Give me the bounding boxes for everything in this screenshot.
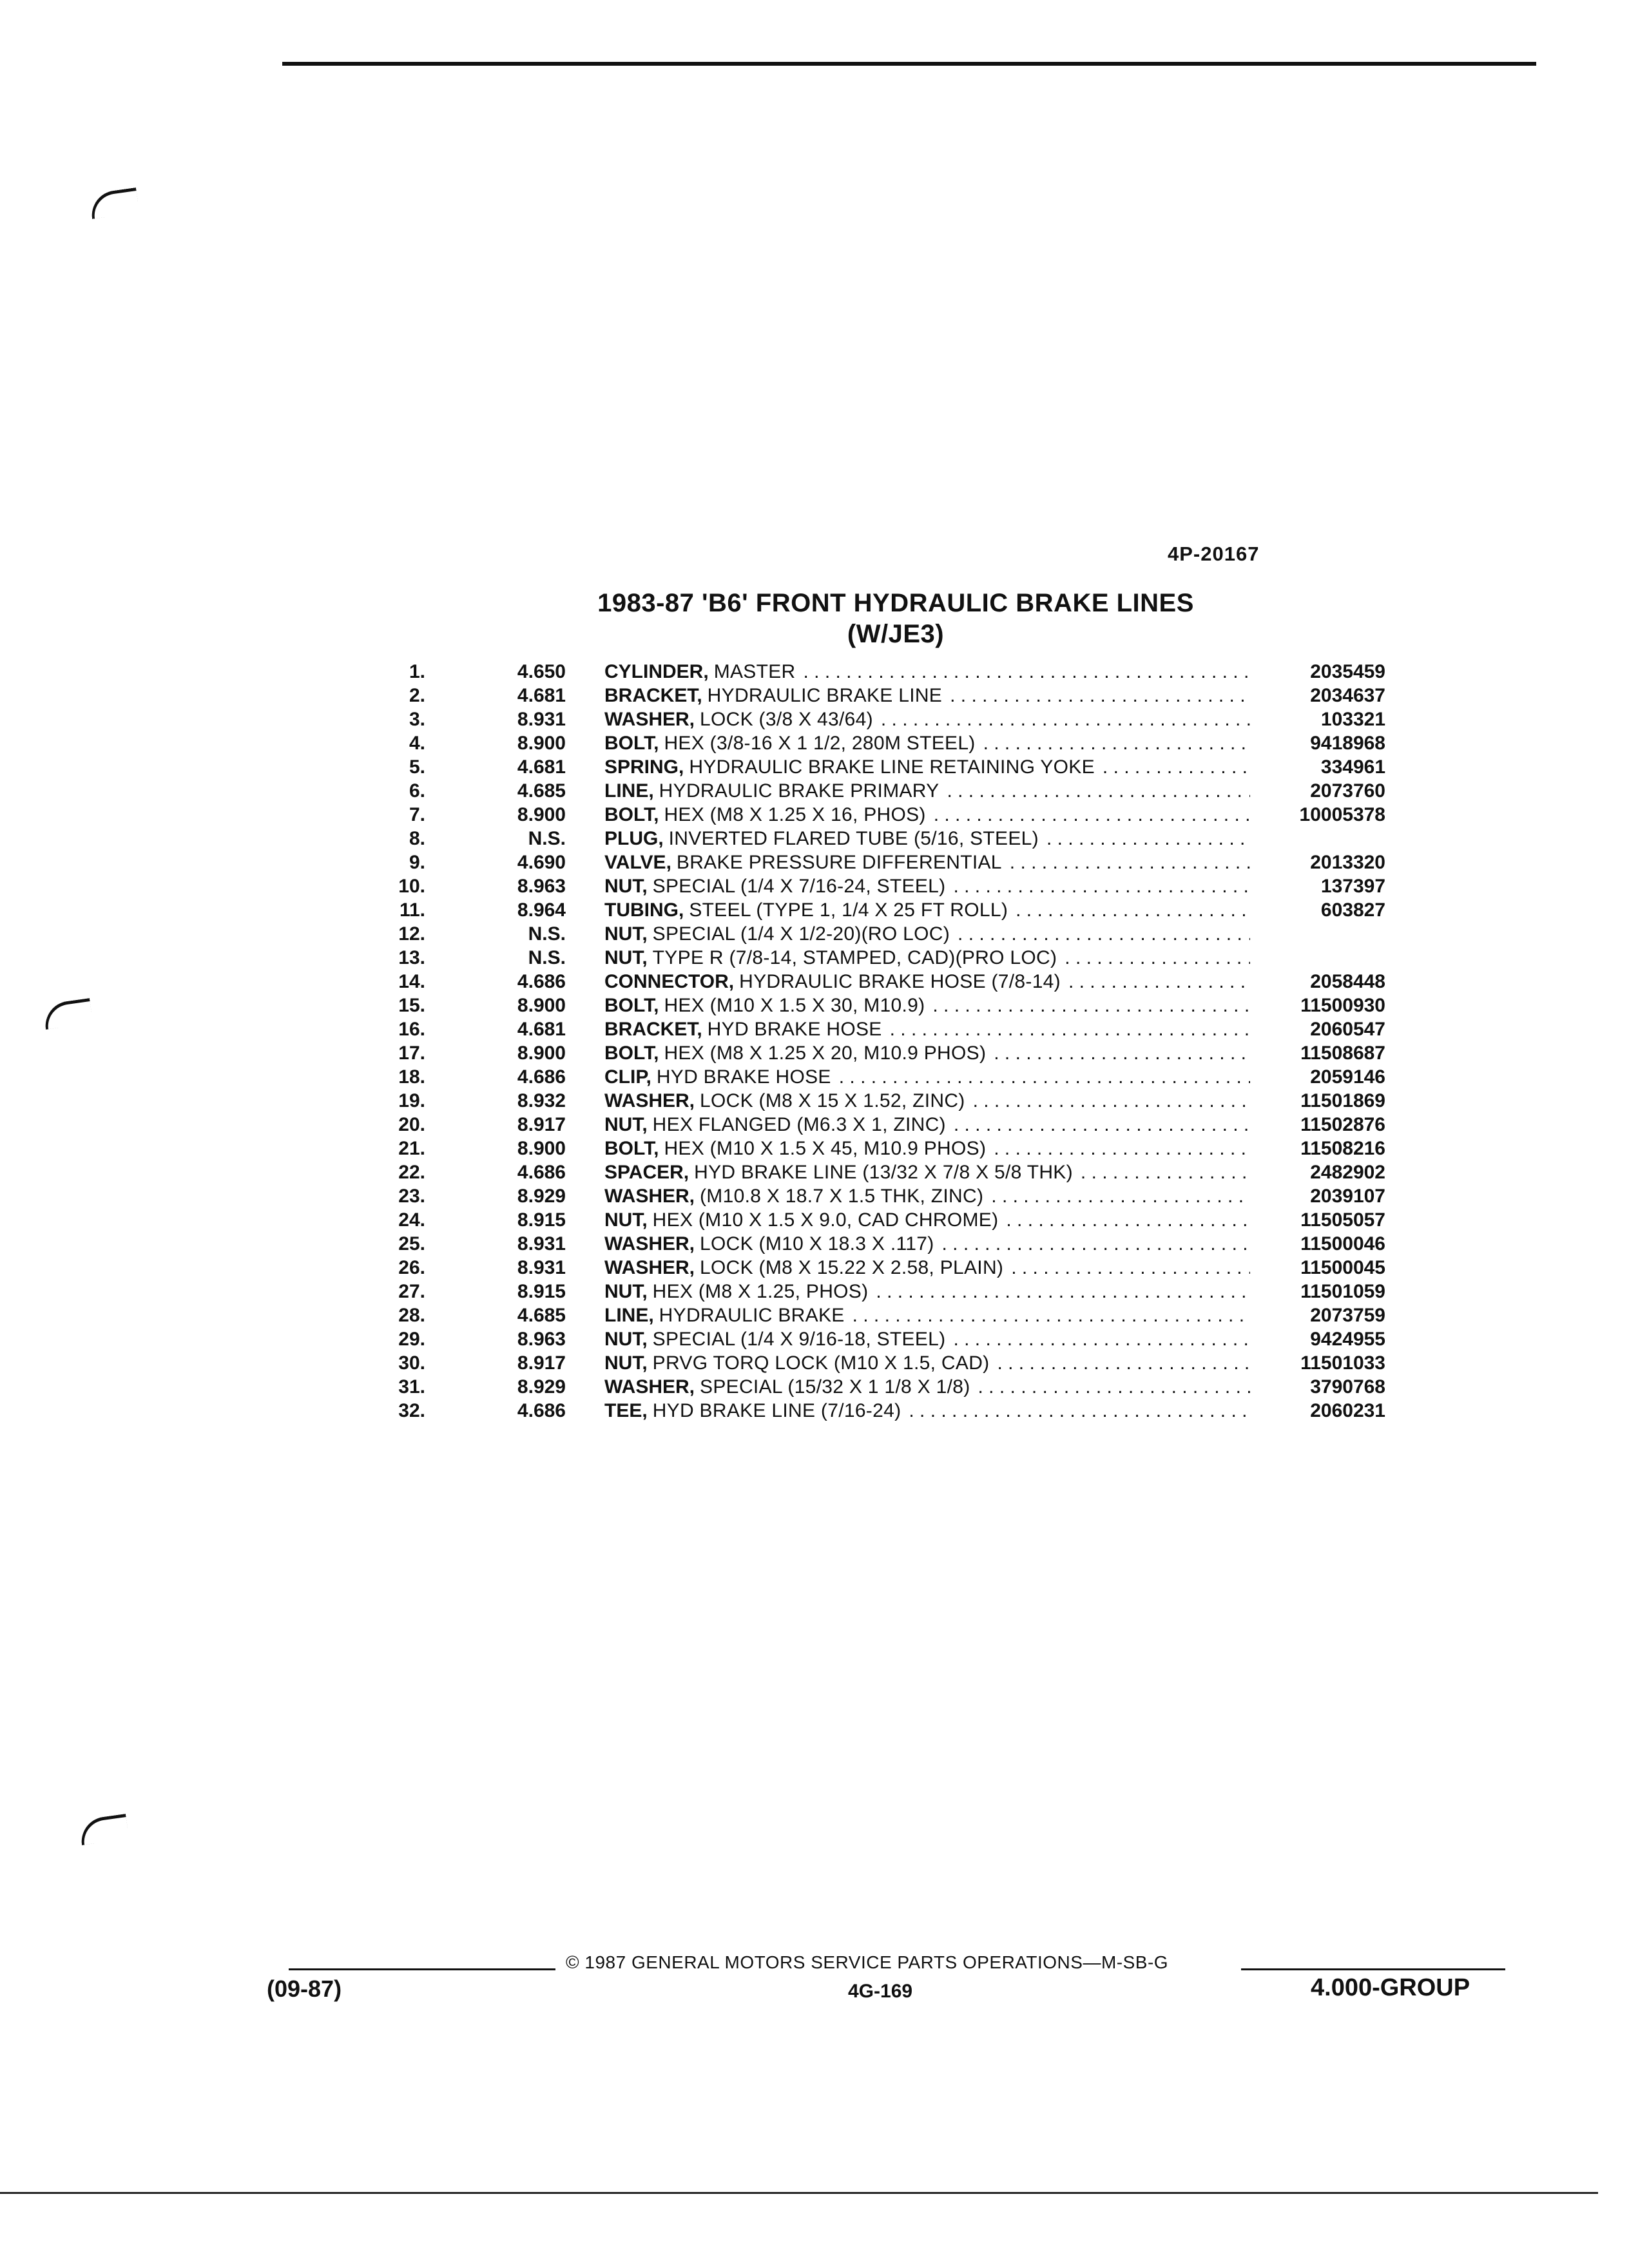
- leader-dots: [1011, 1256, 1250, 1280]
- group-number: 8.900: [517, 733, 566, 754]
- group-number: 8.900: [517, 804, 566, 825]
- parts-row: [387, 1065, 1392, 1089]
- leader-dots: [909, 1399, 1250, 1423]
- part-detail: TYPE R (7/8-14, STAMPED, CAD)(PRO LOC): [652, 947, 1057, 968]
- title-line-1: 1983-87 'B6' FRONT HYDRAULIC BRAKE LINES: [597, 589, 1194, 617]
- item-number: 32.: [398, 1400, 425, 1421]
- group-number: 8.963: [517, 876, 566, 897]
- item-number: 14.: [398, 971, 425, 992]
- parts-row: [387, 1017, 1392, 1041]
- part-description: [604, 660, 1250, 684]
- part-detail: HYD BRAKE LINE (13/32 X 7/8 X 5/8 THK): [694, 1162, 1073, 1183]
- group-number: 8.931: [517, 709, 566, 730]
- group-number: 8.917: [517, 1114, 566, 1135]
- part-description: [604, 874, 1250, 898]
- page-number: 4G-169: [848, 1981, 913, 2002]
- group-number: 8.915: [517, 1281, 566, 1302]
- group-number: 8.900: [517, 1138, 566, 1159]
- leader-dots: [953, 1327, 1250, 1351]
- part-keyword: SPRING,: [604, 756, 684, 778]
- leader-dots: [954, 1113, 1250, 1137]
- leader-dots: [953, 874, 1250, 898]
- part-description: [604, 1399, 1250, 1423]
- part-number: 137397: [1320, 876, 1385, 897]
- part-detail: SPECIAL (1/4 X 1/2-20)(RO LOC): [652, 923, 950, 945]
- part-detail: SPECIAL (1/4 X 7/16-24, STEEL): [652, 876, 946, 897]
- leader-dots: [942, 1232, 1251, 1256]
- part-keyword: WASHER,: [604, 1186, 695, 1207]
- part-detail: HEX FLANGED (M6.3 X 1, ZINC): [652, 1114, 946, 1135]
- parts-row: [387, 946, 1392, 970]
- part-description: [604, 946, 1250, 970]
- parts-row: [387, 1351, 1392, 1375]
- part-detail: HYD BRAKE HOSE: [656, 1066, 831, 1088]
- item-number: 26.: [398, 1257, 425, 1278]
- part-description: [604, 1089, 1250, 1113]
- part-number: 2039107: [1310, 1186, 1385, 1207]
- part-number: 10005378: [1299, 804, 1385, 825]
- parts-row: [387, 1137, 1392, 1160]
- part-number: 2073759: [1310, 1305, 1385, 1326]
- part-keyword: BOLT,: [604, 733, 659, 754]
- item-number: 24.: [398, 1209, 425, 1231]
- group-number: N.S.: [528, 923, 566, 945]
- part-detail: HEX (M10 X 1.5 X 9.0, CAD CHROME): [652, 1209, 999, 1231]
- parts-row: [387, 803, 1392, 827]
- binder-hole-mark: [79, 1814, 130, 1845]
- item-number: 16.: [398, 1019, 425, 1040]
- part-keyword: BOLT,: [604, 804, 659, 825]
- part-keyword: NUT,: [604, 1329, 648, 1350]
- part-keyword: LINE,: [604, 1305, 654, 1326]
- group-number: 8.915: [517, 1209, 566, 1231]
- part-description: [604, 803, 1250, 827]
- part-keyword: NUT,: [604, 1352, 648, 1374]
- part-description: [604, 1303, 1250, 1327]
- item-number: 10.: [398, 876, 425, 897]
- group-number: 8.931: [517, 1257, 566, 1278]
- part-number: 11505057: [1300, 1209, 1385, 1231]
- part-keyword: TEE,: [604, 1400, 648, 1421]
- parts-row: [387, 898, 1392, 922]
- part-number: 9418968: [1310, 733, 1385, 754]
- group-number: 4.686: [517, 971, 566, 992]
- item-number: 4.: [409, 733, 425, 754]
- part-description: [604, 1256, 1250, 1280]
- group-number: 4.685: [517, 780, 566, 802]
- leader-dots: [1010, 850, 1250, 874]
- part-description: [604, 1137, 1250, 1160]
- parts-row: [387, 1399, 1392, 1423]
- part-number: 2058448: [1310, 971, 1385, 992]
- part-description: [604, 1280, 1250, 1303]
- parts-row: [387, 970, 1392, 994]
- item-number: 27.: [398, 1281, 425, 1302]
- part-keyword: CONNECTOR,: [604, 971, 735, 992]
- part-description: [604, 1113, 1250, 1137]
- part-keyword: BOLT,: [604, 995, 659, 1016]
- item-number: 9.: [409, 852, 425, 873]
- part-detail: HEX (M10 X 1.5 X 30, M10.9): [664, 995, 925, 1016]
- part-number: 2073760: [1310, 780, 1385, 802]
- parts-row: [387, 994, 1392, 1017]
- part-keyword: NUT,: [604, 876, 648, 897]
- part-keyword: NUT,: [604, 923, 648, 945]
- leader-dots: [994, 1137, 1250, 1160]
- part-detail: SPECIAL (1/4 X 9/16-18, STEEL): [652, 1329, 946, 1350]
- leader-dots: [934, 803, 1250, 827]
- bottom-rule: [0, 2192, 1598, 2194]
- item-number: 2.: [409, 685, 425, 706]
- doc-number: 4P-20167: [1168, 543, 1260, 565]
- parts-row: [387, 1327, 1392, 1351]
- part-keyword: LINE,: [604, 780, 654, 802]
- group-number: 8.929: [517, 1376, 566, 1398]
- group-label: 4.000-GROUP: [1311, 1974, 1470, 2001]
- group-number: N.S.: [528, 828, 566, 849]
- part-number: 334961: [1320, 756, 1385, 778]
- part-number: 11501059: [1300, 1281, 1385, 1302]
- part-description: [604, 1351, 1250, 1375]
- part-detail: HYD BRAKE LINE (7/16-24): [652, 1400, 901, 1421]
- item-number: 15.: [398, 995, 425, 1016]
- item-number: 13.: [398, 947, 425, 968]
- parts-list: [387, 660, 1392, 1423]
- parts-row: [387, 874, 1392, 898]
- parts-row: [387, 850, 1392, 874]
- binder-hole-mark: [89, 187, 140, 219]
- part-keyword: PLUG,: [604, 828, 664, 849]
- parts-row: [387, 779, 1392, 803]
- item-number: 31.: [398, 1376, 425, 1398]
- group-number: 8.931: [517, 1233, 566, 1254]
- part-description: [604, 755, 1250, 779]
- item-number: 20.: [398, 1114, 425, 1135]
- leader-dots: [1065, 946, 1250, 970]
- part-keyword: CYLINDER,: [604, 661, 709, 682]
- item-number: 21.: [398, 1138, 425, 1159]
- part-number: 11502876: [1300, 1114, 1385, 1135]
- binder-hole-mark: [43, 998, 93, 1030]
- group-number: 4.690: [517, 852, 566, 873]
- group-number: 8.917: [517, 1352, 566, 1374]
- group-number: 4.681: [517, 685, 566, 706]
- part-keyword: NUT,: [604, 1281, 648, 1302]
- part-number: 3790768: [1310, 1376, 1385, 1398]
- parts-row: [387, 684, 1392, 707]
- parts-row: [387, 1375, 1392, 1399]
- part-number: 11508216: [1300, 1138, 1385, 1159]
- part-description: [604, 1017, 1250, 1041]
- parts-row: [387, 1041, 1392, 1065]
- part-number: 11501033: [1300, 1352, 1385, 1374]
- footer-rule-right: [1241, 1968, 1505, 1970]
- leader-dots: [1068, 970, 1250, 994]
- leader-dots: [839, 1065, 1250, 1089]
- part-detail: LOCK (M8 X 15 X 1.52, ZINC): [700, 1090, 965, 1111]
- part-number: 2060547: [1310, 1019, 1385, 1040]
- part-description: [604, 850, 1250, 874]
- part-number: 9424955: [1310, 1329, 1385, 1350]
- part-keyword: WASHER,: [604, 709, 695, 730]
- item-number: 28.: [398, 1305, 425, 1326]
- part-detail: HYDRAULIC BRAKE LINE: [707, 685, 943, 706]
- leader-dots: [1046, 827, 1250, 850]
- leader-dots: [1103, 755, 1250, 779]
- item-number: 19.: [398, 1090, 425, 1111]
- leader-dots: [947, 779, 1250, 803]
- part-detail: MASTER: [713, 661, 796, 682]
- revision-date: (09-87): [267, 1975, 342, 2002]
- title-line-2: (W/JE3): [847, 620, 945, 648]
- part-keyword: NUT,: [604, 1114, 648, 1135]
- parts-row: [387, 1303, 1392, 1327]
- leader-dots: [950, 684, 1250, 707]
- part-keyword: BOLT,: [604, 1138, 659, 1159]
- leader-dots: [994, 1041, 1250, 1065]
- part-detail: HYD BRAKE HOSE: [707, 1019, 882, 1040]
- part-detail: LOCK (M10 X 18.3 X .117): [700, 1233, 934, 1254]
- part-number: 603827: [1320, 899, 1385, 921]
- page-title: [554, 588, 1237, 649]
- item-number: 8.: [409, 828, 425, 849]
- part-keyword: WASHER,: [604, 1257, 695, 1278]
- part-description: [604, 1232, 1250, 1256]
- group-number: N.S.: [528, 947, 566, 968]
- group-number: 4.686: [517, 1066, 566, 1088]
- item-number: 22.: [398, 1162, 425, 1183]
- leader-dots: [991, 1184, 1250, 1208]
- part-description: [604, 1041, 1250, 1065]
- parts-row: [387, 660, 1392, 684]
- part-detail: HEX (M8 X 1.25 X 20, M10.9 PHOS): [664, 1043, 987, 1064]
- part-detail: INVERTED FLARED TUBE (5/16, STEEL): [668, 828, 1039, 849]
- group-number: 8.964: [517, 899, 566, 921]
- item-number: 18.: [398, 1066, 425, 1088]
- leader-dots: [1016, 898, 1250, 922]
- part-detail: HEX (3/8-16 X 1 1/2, 280M STEEL): [664, 733, 976, 754]
- item-number: 11.: [399, 899, 425, 921]
- leader-dots: [881, 707, 1250, 731]
- part-detail: HYDRAULIC BRAKE: [659, 1305, 845, 1326]
- part-detail: LOCK (M8 X 15.22 X 2.58, PLAIN): [700, 1257, 1004, 1278]
- parts-row: [387, 827, 1392, 850]
- group-number: 8.900: [517, 1043, 566, 1064]
- parts-row: [387, 1184, 1392, 1208]
- part-description: [604, 1065, 1250, 1089]
- part-detail: HYDRAULIC BRAKE HOSE (7/8-14): [739, 971, 1061, 992]
- part-detail: HYDRAULIC BRAKE PRIMARY: [659, 780, 940, 802]
- part-number: 11500045: [1300, 1257, 1385, 1278]
- part-keyword: BRACKET,: [604, 1019, 702, 1040]
- part-number: 2060231: [1310, 1400, 1385, 1421]
- group-number: 4.685: [517, 1305, 566, 1326]
- group-number: 4.686: [517, 1400, 566, 1421]
- part-number: 103321: [1320, 709, 1385, 730]
- part-keyword: VALVE,: [604, 852, 671, 873]
- part-description: [604, 779, 1250, 803]
- part-keyword: SPACER,: [604, 1162, 689, 1183]
- part-detail: STEEL (TYPE 1, 1/4 X 25 FT ROLL): [689, 899, 1008, 921]
- item-number: 25.: [398, 1233, 425, 1254]
- part-detail: HYDRAULIC BRAKE LINE RETAINING YOKE: [689, 756, 1095, 778]
- part-keyword: WASHER,: [604, 1090, 695, 1111]
- part-description: [604, 1327, 1250, 1351]
- part-number: 11500046: [1300, 1233, 1385, 1254]
- part-number: 2035459: [1310, 661, 1385, 682]
- part-keyword: BOLT,: [604, 1043, 659, 1064]
- part-number: 2482902: [1310, 1162, 1385, 1183]
- part-description: [604, 731, 1250, 755]
- item-number: 29.: [398, 1329, 425, 1350]
- group-number: 4.681: [517, 1019, 566, 1040]
- part-number: 2034637: [1310, 685, 1385, 706]
- part-description: [604, 922, 1250, 946]
- part-detail: LOCK (3/8 X 43/64): [700, 709, 873, 730]
- leader-dots: [890, 1017, 1250, 1041]
- item-number: 7.: [409, 804, 425, 825]
- part-description: [604, 994, 1250, 1017]
- leader-dots: [932, 994, 1250, 1017]
- item-number: 5.: [409, 756, 425, 778]
- parts-row: [387, 755, 1392, 779]
- part-description: [604, 1208, 1250, 1232]
- leader-dots: [973, 1089, 1250, 1113]
- item-number: 1.: [409, 661, 425, 682]
- part-number: 11500930: [1300, 995, 1385, 1016]
- part-description: [604, 970, 1250, 994]
- parts-row: [387, 922, 1392, 946]
- group-number: 8.963: [517, 1329, 566, 1350]
- leader-dots: [997, 1351, 1250, 1375]
- item-number: 12.: [398, 923, 425, 945]
- leader-dots: [853, 1303, 1250, 1327]
- part-keyword: BRACKET,: [604, 685, 702, 706]
- part-description: [604, 1375, 1250, 1399]
- footer-rule-left: [289, 1968, 555, 1970]
- part-keyword: WASHER,: [604, 1376, 695, 1398]
- parts-row: [387, 1232, 1392, 1256]
- part-detail: HEX (M10 X 1.5 X 45, M10.9 PHOS): [664, 1138, 987, 1159]
- part-number: 11508687: [1300, 1043, 1385, 1064]
- group-number: 8.900: [517, 995, 566, 1016]
- part-description: [604, 827, 1250, 850]
- group-number: 4.650: [517, 661, 566, 682]
- top-rule: [282, 62, 1536, 66]
- part-number: 2059146: [1310, 1066, 1385, 1088]
- part-detail: (M10.8 X 18.7 X 1.5 THK, ZINC): [700, 1186, 984, 1207]
- part-keyword: CLIP,: [604, 1066, 651, 1088]
- part-keyword: NUT,: [604, 947, 648, 968]
- group-number: 8.929: [517, 1186, 566, 1207]
- group-number: 4.686: [517, 1162, 566, 1183]
- parts-row: [387, 1256, 1392, 1280]
- part-detail: PRVG TORQ LOCK (M10 X 1.5, CAD): [652, 1352, 990, 1374]
- part-number: 11501869: [1300, 1090, 1385, 1111]
- leader-dots: [958, 922, 1250, 946]
- leader-dots: [1006, 1208, 1250, 1232]
- parts-row: [387, 731, 1392, 755]
- group-number: 4.681: [517, 756, 566, 778]
- part-keyword: TUBING,: [604, 899, 684, 921]
- parts-row: [387, 1089, 1392, 1113]
- copyright-notice: © 1987 GENERAL MOTORS SERVICE PARTS OPERATIONS—M-SB-G: [566, 1952, 1169, 1972]
- item-number: 6.: [409, 780, 425, 802]
- leader-dots: [804, 660, 1251, 684]
- part-number: 2013320: [1310, 852, 1385, 873]
- item-number: 30.: [398, 1352, 425, 1374]
- leader-dots: [1081, 1160, 1250, 1184]
- parts-row: [387, 707, 1392, 731]
- item-number: 17.: [398, 1043, 425, 1064]
- part-description: [604, 684, 1250, 707]
- part-detail: HEX (M8 X 1.25, PHOS): [652, 1281, 869, 1302]
- part-description: [604, 898, 1250, 922]
- leader-dots: [978, 1375, 1250, 1399]
- part-detail: HEX (M8 X 1.25 X 16, PHOS): [664, 804, 926, 825]
- leader-dots: [983, 731, 1250, 755]
- group-number: 8.932: [517, 1090, 566, 1111]
- part-detail: SPECIAL (15/32 X 1 1/8 X 1/8): [700, 1376, 970, 1398]
- parts-row: [387, 1160, 1392, 1184]
- item-number: 3.: [409, 709, 425, 730]
- part-detail: BRAKE PRESSURE DIFFERENTIAL: [676, 852, 1002, 873]
- part-description: [604, 1160, 1250, 1184]
- parts-row: [387, 1280, 1392, 1303]
- item-number: 23.: [398, 1186, 425, 1207]
- part-description: [604, 1184, 1250, 1208]
- part-keyword: WASHER,: [604, 1233, 695, 1254]
- part-keyword: NUT,: [604, 1209, 648, 1231]
- parts-row: [387, 1208, 1392, 1232]
- leader-dots: [876, 1280, 1250, 1303]
- parts-row: [387, 1113, 1392, 1137]
- part-description: [604, 707, 1250, 731]
